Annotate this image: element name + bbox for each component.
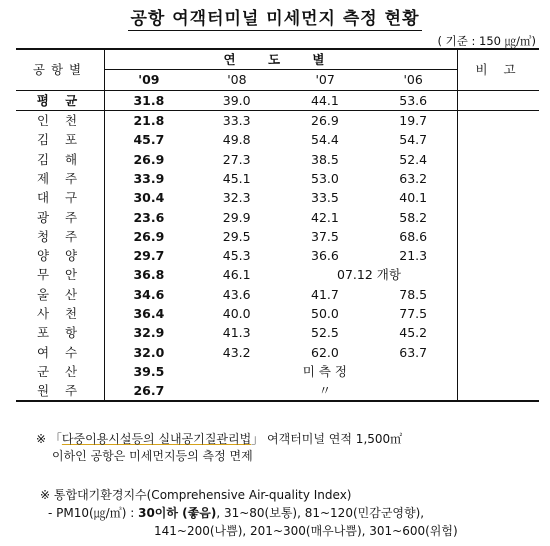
value-2007: 36.6 [311, 248, 339, 264]
value-2008: 40.0 [222, 306, 251, 321]
table-row [16, 381, 539, 401]
note-mark: ※ [36, 432, 47, 446]
table-row [16, 362, 539, 381]
note-cell [458, 188, 540, 207]
unit-label: ( 기준 : 150 ㎍/㎥) [437, 34, 536, 48]
pm10-ranges-line2: 141~200(나쁨), 201~300(매우나쁨), 301~600(위험) [154, 524, 458, 538]
law-name: 다중이용시설등의 실내공기질관리법 [61, 432, 252, 446]
value-2007: 53.0 [311, 170, 339, 186]
value-2008: 27.3 [222, 151, 251, 167]
value-2008: 43.2 [222, 344, 251, 360]
note-cell [458, 285, 540, 304]
value-2008: 41.3 [222, 325, 251, 341]
value-2007: 37.5 [311, 228, 339, 244]
value-2009: 26.7 [105, 381, 193, 401]
pm10-label: - PM10(㎍/㎥) : [48, 506, 135, 520]
note-cell [458, 130, 540, 149]
note-cell [458, 342, 540, 361]
table-row [16, 169, 539, 188]
note-cell [458, 169, 540, 188]
value-2006: 63.2 [399, 170, 428, 186]
value-2007: 44.1 [281, 90, 369, 110]
exemption-note: ※ 「다중이용시설등의 실내공기질관리법」 여객터미널 연적 1,500㎡ 이하인 공항은 미세먼지등의 측정 면제 [36, 432, 403, 463]
value-2009: 36.8 [133, 267, 165, 283]
table-row [16, 323, 539, 342]
note-cell [458, 246, 540, 265]
year-group-header: 연 도 별 [105, 49, 458, 70]
note-cell [458, 90, 540, 110]
value-2009: 34.6 [133, 286, 165, 302]
airport-name: 군 산 [16, 362, 105, 381]
value-2008: 45.1 [222, 170, 251, 186]
value-2007: 50.0 [311, 306, 339, 321]
airport-column-header: 공항별 [16, 49, 105, 90]
value-2009: 45.7 [133, 132, 165, 148]
value-2009: 36.4 [133, 306, 165, 321]
value-2006: 21.3 [399, 248, 428, 264]
pm10-ranges: , 31~80(보통), 81~120(민감군영향), [216, 506, 425, 520]
value-2008: 46.1 [222, 267, 251, 283]
table-row [16, 149, 539, 168]
note-cell [458, 110, 540, 130]
table-row [16, 285, 539, 304]
value-2009: 23.6 [133, 209, 165, 225]
airport-name: 무 안 [16, 265, 105, 284]
airport-name: 여 수 [16, 342, 105, 361]
table-row [16, 130, 539, 149]
airport-name: 인 천 [16, 110, 105, 130]
value-2007: 52.5 [311, 325, 339, 341]
airport-name: 청 주 [16, 227, 105, 246]
value-2007: 26.9 [311, 113, 339, 129]
note-cell [458, 207, 540, 226]
value-2009: 31.8 [105, 90, 193, 110]
not-measured-note: 미 측 정 [302, 363, 347, 379]
value-2009: 26.9 [133, 228, 165, 244]
note-cell [458, 304, 540, 323]
value-2009: 29.7 [133, 248, 165, 264]
airport-name: 대 구 [16, 188, 105, 207]
value-2009: 21.8 [133, 113, 165, 129]
airport-name: 포 항 [16, 323, 105, 342]
value-2007: 41.7 [311, 286, 339, 302]
value-2008: 32.3 [222, 190, 251, 206]
value-2006: 77.5 [399, 306, 428, 321]
value-2006: 63.7 [399, 344, 428, 360]
value-2008: 39.0 [193, 90, 281, 110]
value-2009: 39.5 [133, 363, 165, 379]
value-2006: 68.6 [399, 228, 428, 244]
page-title: 공항 여객터미널 미세먼지 측정 현황 [130, 9, 420, 29]
year-header: '07 [281, 70, 369, 90]
note-cell [458, 381, 540, 401]
airport-name: 김 해 [16, 149, 105, 168]
airport-name: 광 주 [16, 207, 105, 226]
value-2006: 40.1 [399, 190, 428, 206]
value-2006: 45.2 [399, 325, 428, 341]
note-cell [458, 265, 540, 284]
note-cell [458, 362, 540, 381]
airport-name: 제 주 [16, 169, 105, 188]
value-2008: 45.3 [222, 248, 251, 264]
value-2006: 58.2 [399, 209, 428, 225]
table-row [16, 207, 539, 226]
air-quality-index-note [40, 486, 458, 540]
value-2007: 38.5 [311, 151, 339, 167]
note-cell [458, 149, 540, 168]
note-cell [458, 227, 540, 246]
value-2006: 78.5 [399, 286, 428, 302]
note-cell [458, 323, 540, 342]
airport-name: 원 주 [16, 381, 105, 401]
table-row [16, 342, 539, 361]
value-2009: 30.4 [133, 190, 165, 206]
year-header: '09 [105, 70, 193, 90]
year-header: '08 [193, 70, 281, 90]
value-2006: 53.6 [369, 90, 457, 110]
table-row-average [16, 90, 539, 110]
note-mark: ※ [40, 488, 51, 502]
airport-name: 양 양 [16, 246, 105, 265]
value-2008: 33.3 [222, 113, 251, 129]
value-2007: 62.0 [311, 344, 339, 360]
table-row [16, 110, 539, 130]
airport-name: 평 균 [16, 90, 105, 110]
value-2007: 54.4 [311, 132, 339, 148]
year-header: '06 [369, 70, 457, 90]
table-row [16, 188, 539, 207]
airport-name: 김 포 [16, 130, 105, 149]
value-2006: 52.4 [399, 151, 428, 167]
value-2008: 43.6 [222, 286, 251, 302]
note-column-header: 비 고 [458, 49, 540, 90]
value-2008: 29.5 [222, 228, 251, 244]
value-2009: 32.9 [133, 325, 165, 341]
airport-name: 사 천 [16, 304, 105, 323]
ditto-mark: 〃 [193, 381, 458, 401]
value-2008: 29.9 [222, 209, 251, 225]
table-row [16, 246, 539, 265]
value-2009: 33.9 [133, 170, 165, 186]
value-2006: 54.7 [399, 132, 428, 148]
value-2008: 49.8 [222, 132, 251, 148]
value-2007: 33.5 [311, 190, 339, 206]
table-row [16, 227, 539, 246]
dust-measurement-table [16, 48, 539, 402]
exemption-note-line2: 이하인 공항은 미세먼지등의 측정 면제 [52, 449, 253, 463]
airport-name: 울 산 [16, 285, 105, 304]
index-title: 통합대기환경지수(Comprehensive Air-quality Index) [53, 488, 352, 502]
table-row [16, 304, 539, 323]
value-2009: 32.0 [133, 344, 165, 360]
value-2007: 42.1 [311, 209, 339, 225]
value-2009: 26.9 [133, 151, 165, 167]
pm10-good-range: 30이하 (좋음) [138, 506, 217, 520]
table-row [16, 265, 539, 284]
opening-note: 07.12 개항 [337, 267, 401, 283]
value-2006: 19.7 [399, 113, 428, 129]
